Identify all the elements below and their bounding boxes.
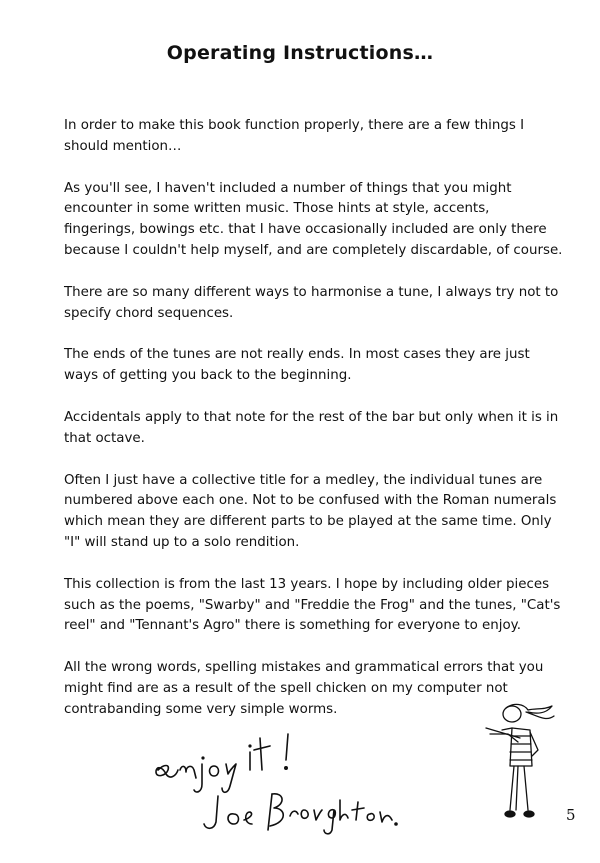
- body-text: [64, 116, 564, 742]
- fiddler-illustration: [466, 700, 566, 830]
- paragraph-tune-ends: The ends of the tunes are not really ends. In most cases they are just ways of getting you back to the beginning.: [64, 347, 530, 384]
- paragraph-written-music: As you'll see, I haven't included a number of things that you might encounter in some written music. Those hints at style, accents, fingerings, bowings etc. that I have occasionally included are only there because I couldn't help myself, and are completely discardable, of course.: [64, 180, 563, 258]
- paragraph-intro: In order to make this book function properly, there are a few things I should mention…: [64, 118, 525, 154]
- paragraph-accidentals: Accidentals apply to that note for the rest of the bar but only when it is in that octave.: [64, 409, 559, 446]
- paragraph-harmonise: There are so many different ways to harmonise a tune, I always try not to specify chord sequences.: [64, 284, 559, 321]
- page-title: Operating Instructions…: [166, 42, 434, 64]
- handwritten-signature: [140, 730, 400, 840]
- paragraph-spelling: All the wrong words, spelling mistakes and grammatical errors that you might find are as a result of the spell chicken on my computer not contrabanding some very simple worms.: [64, 660, 544, 717]
- paragraph-medley-titles: Often I just have a collective title for a medley, the individual tunes are numbered above each one. Not to be confused with the Roman numerals which mean they are different parts to be played at the same time. Only "I" will stand up to a solo rendition.: [64, 472, 557, 550]
- paragraph-collection: This collection is from the last 13 years. I hope by including older pieces such as the poems, "Swarby" and "Freddie the Frog" and the tunes, "Cat's reel" and "Tennant's Agro" there is something for everyone to enjoy.: [64, 576, 561, 634]
- page-number: 5: [566, 806, 576, 824]
